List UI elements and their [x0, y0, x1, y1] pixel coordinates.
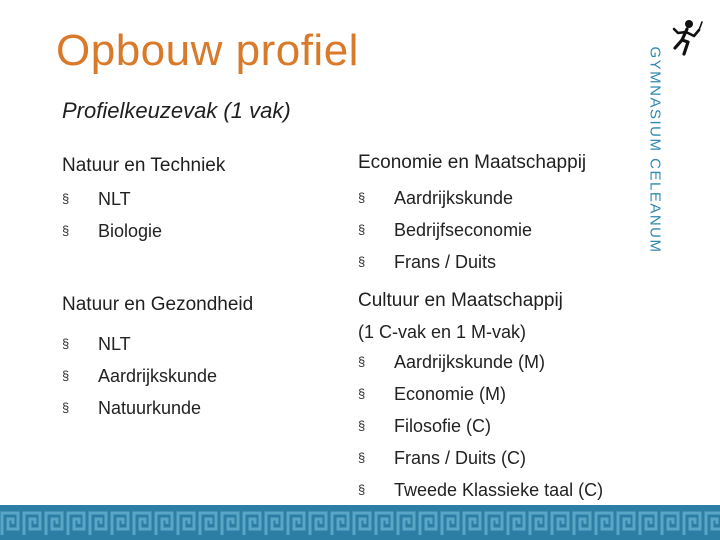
list-item: § Aardrijkskunde	[62, 360, 253, 392]
bullet-icon: §	[62, 223, 70, 238]
bullet-icon: §	[358, 190, 366, 205]
greek-key-pattern-icon	[0, 505, 720, 540]
list-item: § Filosofie (C)	[358, 410, 603, 442]
list-item: § Biologie	[62, 215, 225, 247]
list-item: § Bedrijfseconomie	[358, 214, 586, 246]
list-item: § Aardrijkskunde (M)	[358, 346, 603, 378]
section-natuur-gezondheid	[62, 294, 253, 424]
section-cultuur-maatschappij	[358, 290, 603, 506]
section-heading: Cultuur en Maatschappij	[358, 290, 563, 311]
section-heading: Natuur en Gezondheid	[62, 294, 254, 315]
list-item: § Aardrijkskunde	[358, 182, 586, 214]
section-heading: Natuur en Techniek	[62, 155, 226, 176]
bullet-icon: §	[358, 482, 366, 497]
bullet-icon: §	[62, 191, 70, 206]
section-note: (1 C-vak en 1 M-vak)	[358, 322, 527, 342]
bullet-icon: §	[62, 336, 70, 351]
bullet-icon: §	[358, 450, 366, 465]
runner-logo-icon	[668, 18, 704, 58]
bullet-icon: §	[358, 222, 366, 237]
bullet-icon: §	[358, 386, 366, 401]
bullet-icon: §	[62, 400, 70, 415]
list-item: § Frans / Duits	[358, 246, 586, 278]
bullet-icon: §	[358, 354, 366, 369]
slide-subtitle: Profielkeuzevak (1 vak)	[62, 98, 291, 123]
list-item: § Tweede Klassieke taal (C)	[358, 474, 603, 506]
slide-title: Opbouw profiel	[56, 26, 359, 75]
list-item: § Frans / Duits (C)	[358, 442, 603, 474]
list-item: § Natuurkunde	[62, 392, 253, 424]
list-item: § NLT	[62, 328, 253, 360]
list-item: § Economie (M)	[358, 378, 603, 410]
footer-pattern-band	[0, 505, 720, 540]
bullet-icon: §	[358, 254, 366, 269]
bullet-icon: §	[62, 368, 70, 383]
section-economie-maatschappij	[358, 152, 586, 278]
school-name-logo: GYMNASIUM CELEANUM	[646, 46, 664, 254]
bullet-icon: §	[358, 418, 366, 433]
section-natuur-techniek	[62, 155, 225, 247]
list-item: § NLT	[62, 183, 225, 215]
section-heading: Economie en Maatschappij	[358, 152, 587, 173]
